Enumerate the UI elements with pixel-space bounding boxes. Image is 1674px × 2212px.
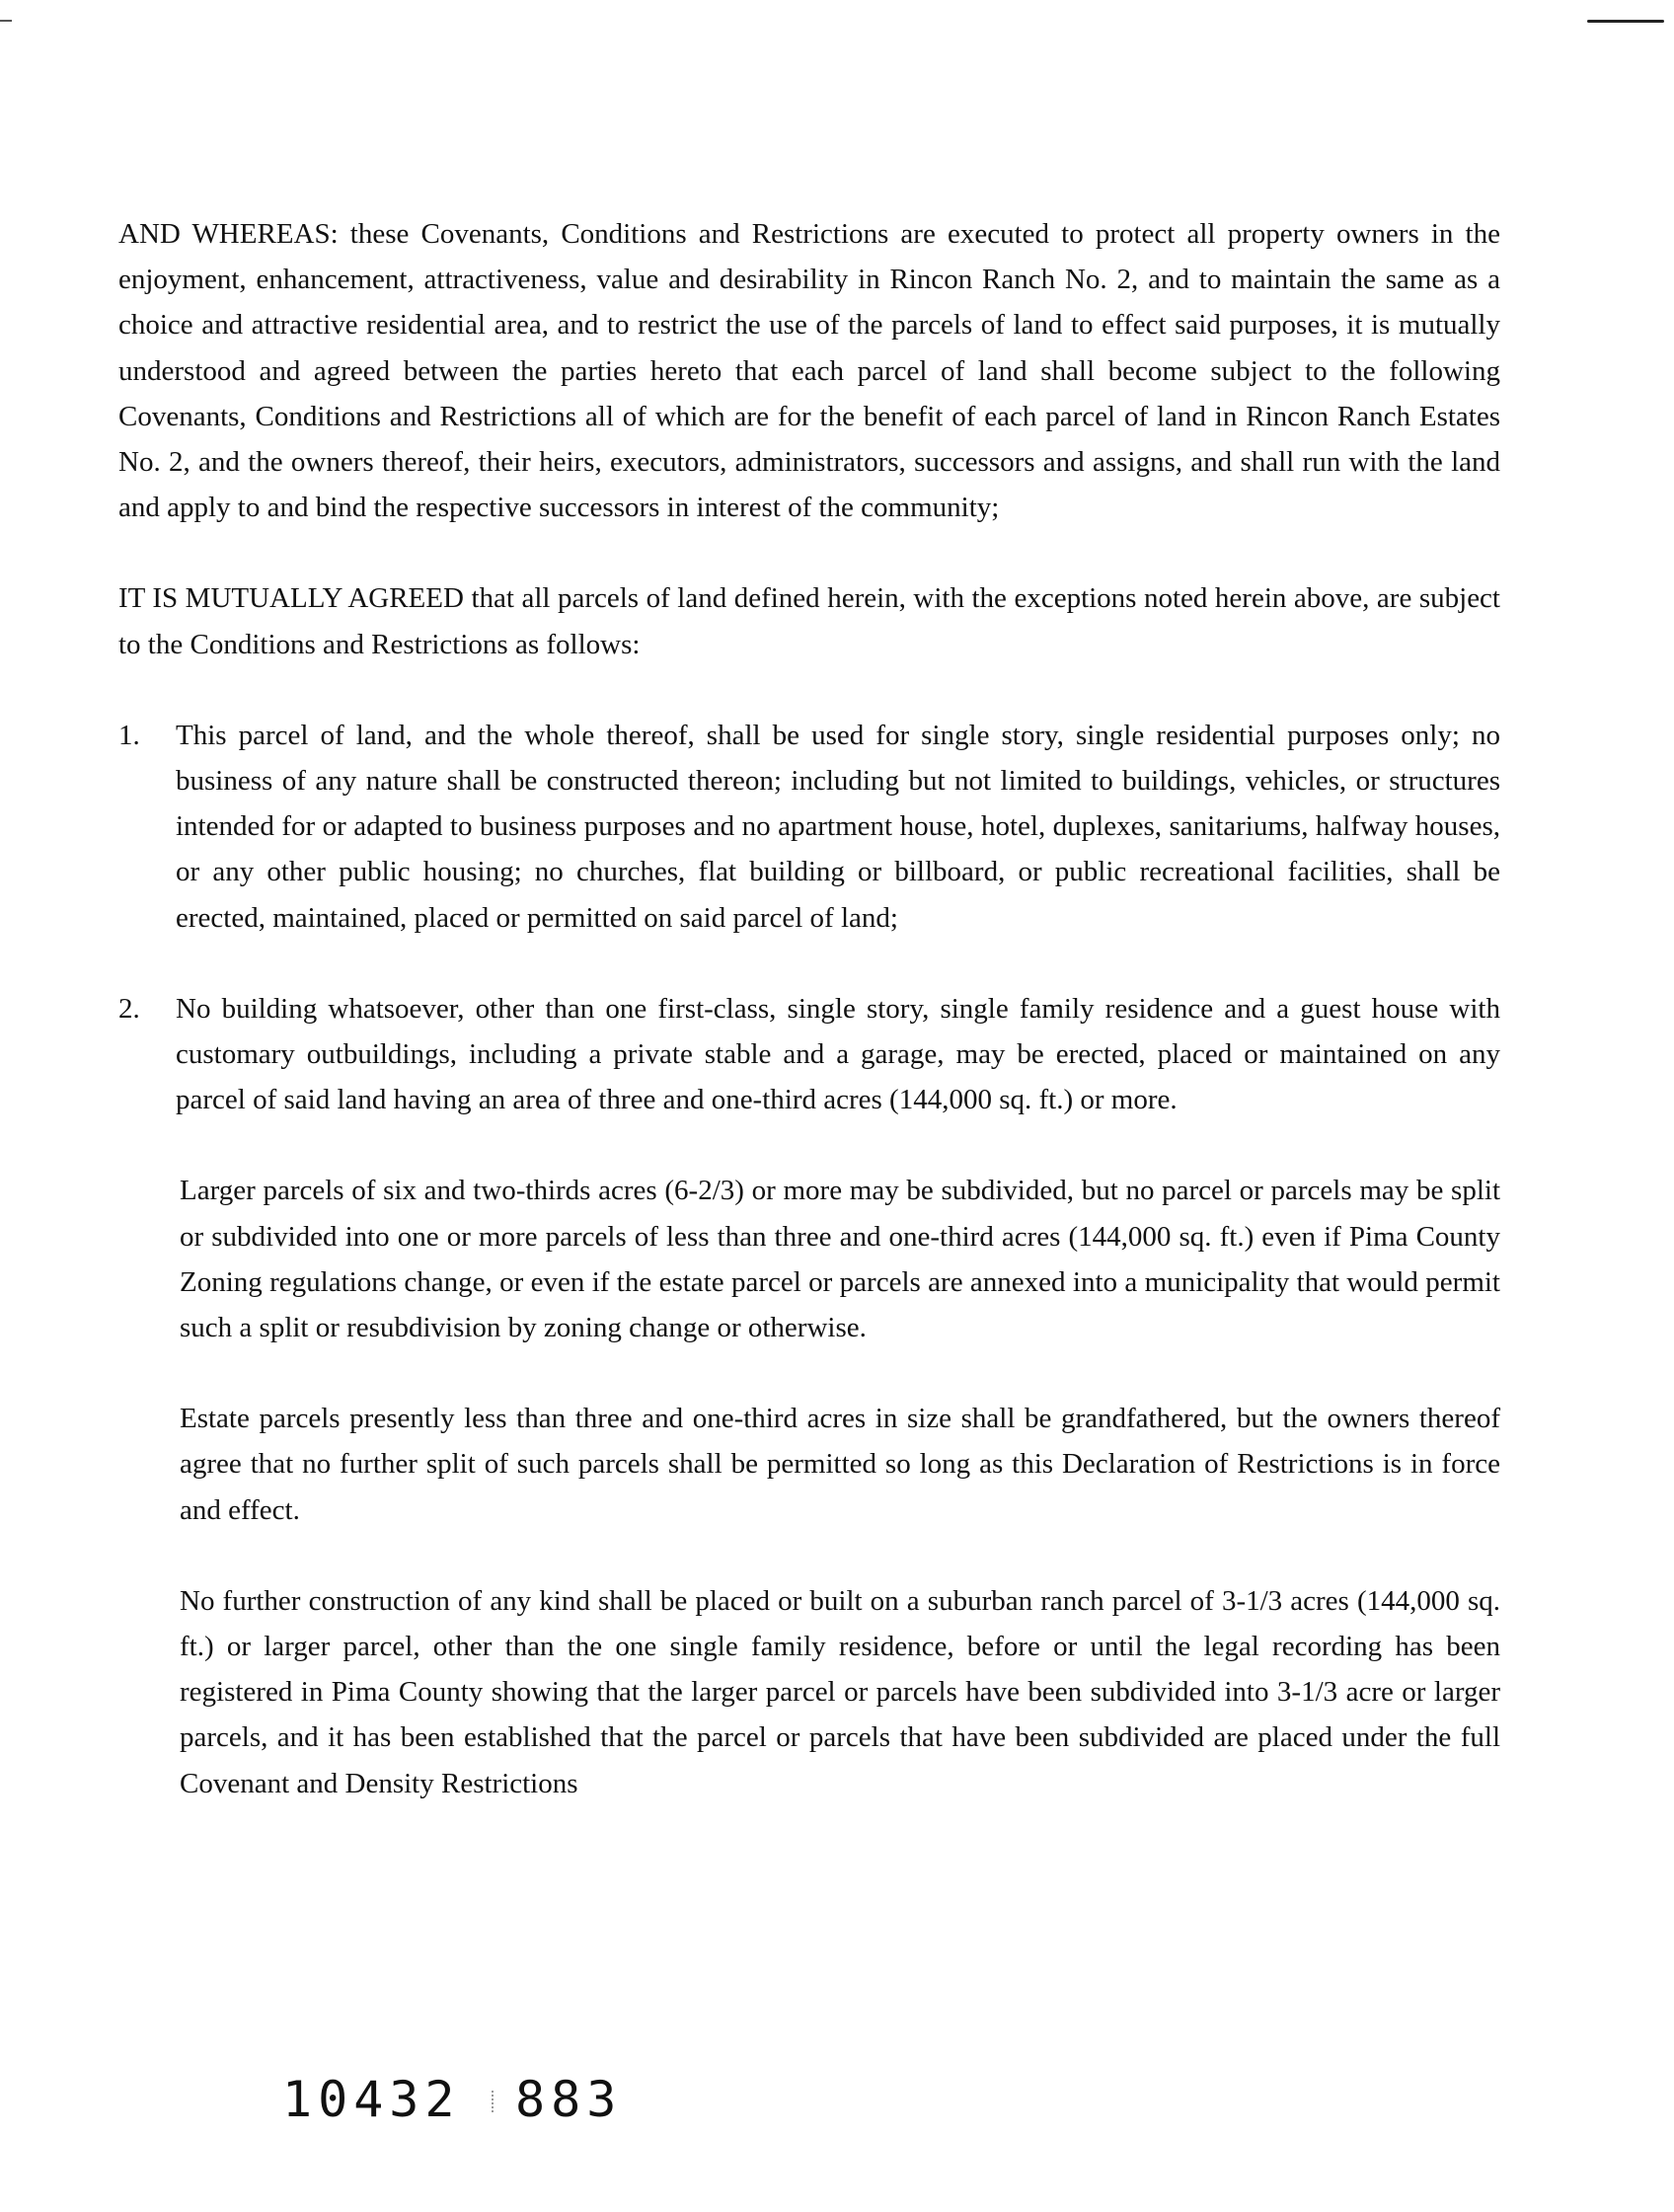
item-text: This parcel of land, and the whole thereof, shall be used for single story, single residential purposes only; no business of any nature shall be constructed thereon; including but not limited to buildings, vehicles, or structures intended for or adapted to business purposes and no apartment house, hotel, duplexes, sanitariums, halfway houses, or any other public housing; no churches, flat building or billboard, or public recreational facilities, shall be erected, maintained, placed or permitted on said parcel of land; [176, 719, 1500, 934]
restriction-item-2 [118, 986, 1500, 1123]
sub-paragraph-grandfathered: Estate parcels presently less than three and one-third acres in size shall be grandfathered, but the owners thereof agree that no further split of such parcels shall be permitted so long as this Declaration of Restrictions is in force and effect. [180, 1403, 1500, 1526]
sub-paragraph-larger-parcels: Larger parcels of six and two-thirds acres (6-2/3) or more may be subdivided, but no parcel or parcels may be split or subdivided into one or more parcels of less than three and one-third acres (144,000 sq. ft.) even if Pima County Zoning regulations change, or even if the estate parcel or parcels are annexed into a municipality that would permit such a split or resubdivision by zoning change or otherwise. [180, 1175, 1500, 1344]
scan-artifact-mark [0, 20, 12, 22]
item-text: No building whatsoever, other than one first-class, single story, single family residence and a guest house with customary outbuildings, including a private stable and a garage, may be erected, placed or maintained on any parcel of said land having an area of three and one-third acres (144,000 sq. ft.) or more. [176, 992, 1500, 1116]
scan-artifact-mark [1587, 20, 1664, 23]
docket-number: 10432 [282, 2071, 461, 2128]
footer-separator [492, 2091, 499, 2112]
item-number: 1. [118, 719, 140, 751]
sub-paragraph-construction: No further construction of any kind shall be placed or built on a suburban ranch parcel of 3-1/3 acres (144,000 sq. ft.) or larger parcel, other than the one single family residence, before or until the legal recording has been registered in Pima County showing that the larger parcel or parcels have been subdivided into 3-1/3 acre or larger parcels, and it has been established that the parcel or parcels that have been subdivided are placed under the full Covenant and Density Restrictions [180, 1584, 1500, 1799]
whereas-paragraph: AND WHEREAS: these Covenants, Conditions and Restrictions are executed to protect all property owners in the enjoyment, enhancement, attractiveness, value and desirability in Rincon Ranch No. 2, and to maintain the same as a choice and attractive residential area, and to restrict the use of the parcels of land to effect said purposes, it is mutually understood and agreed between the parties hereto that each parcel of land shall become subject to the following Covenants, Conditions and Restrictions all of which are for the benefit of each parcel of land in Rincon Ranch Estates No. 2, and the owners thereof, their heirs, executors, administrators, successors and assigns, and shall run with the land and apply to and bind the respective successors in interest of the community; [118, 218, 1500, 524]
restriction-item-1 [118, 713, 1500, 941]
document-body [118, 211, 1500, 1852]
agreement-paragraph: IT IS MUTUALLY AGREED that all parcels of land defined herein, with the exceptions noted herein above, are subject to the Conditions and Restrictions as follows: [118, 582, 1500, 660]
page-number: 883 [515, 2071, 623, 2128]
item-number: 2. [118, 992, 140, 1025]
